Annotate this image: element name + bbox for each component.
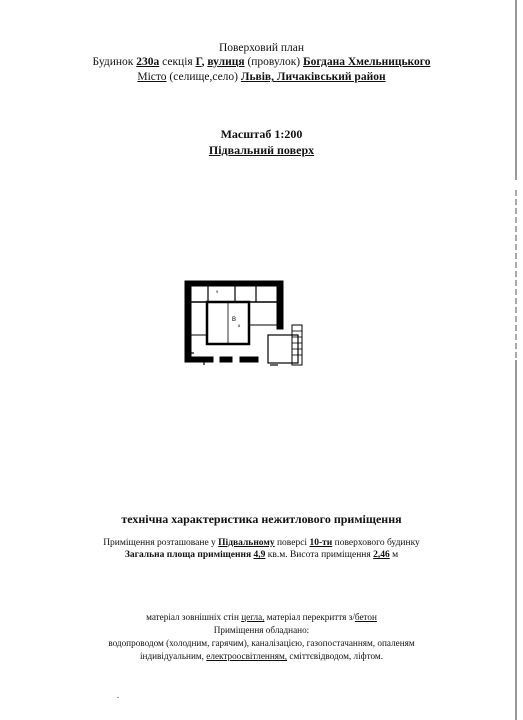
city-word: Місто bbox=[137, 71, 167, 83]
scan-edge-line bbox=[515, 0, 517, 720]
plan-room-label: 8 bbox=[238, 323, 241, 328]
scale-label: Масштаб 1:200 bbox=[220, 127, 303, 141]
location-mid: поверсі bbox=[276, 538, 308, 548]
utilities-suffix: сміттєвідводом, ліфтом. bbox=[289, 651, 383, 661]
tech-title: технічна характеристика нежитлового приміщення bbox=[121, 512, 402, 526]
area-line bbox=[0, 550, 523, 560]
utilities-line-2 bbox=[0, 651, 523, 661]
area-unit: кв.м. bbox=[267, 550, 288, 560]
utilities-electric: електроосвітленням, bbox=[206, 651, 288, 661]
street-word: вулиця bbox=[207, 56, 245, 68]
location-prefix: Приміщення розташоване у bbox=[103, 538, 216, 548]
utilities-prefix: індивідуальним, bbox=[140, 651, 204, 661]
plan-wall-left bbox=[185, 281, 191, 361]
scan-speck bbox=[117, 697, 119, 698]
plan-wall-bottom-left bbox=[185, 357, 213, 362]
section-value: Г bbox=[195, 56, 202, 68]
area-value: 4,9 bbox=[253, 550, 266, 560]
building-prefix: Будинок bbox=[92, 56, 134, 68]
document-title: Поверховий план bbox=[218, 42, 305, 54]
location-suffix: поверхового будинку bbox=[334, 538, 420, 548]
location-storeys: 10-ти bbox=[309, 538, 333, 548]
height-unit: м bbox=[392, 550, 399, 560]
floors-prefix: матеріал перекриття з/ bbox=[266, 612, 355, 622]
area-label: Загальна площа приміщення bbox=[124, 550, 252, 560]
utilities-line: водопроводом (холодним, гарячим), каналізацією, газопостачанням, опаленям bbox=[108, 638, 415, 648]
plan-wall-top bbox=[185, 281, 283, 286]
city-name: Львів, Личаківський район bbox=[240, 71, 386, 83]
street-type: (провулок) bbox=[247, 56, 301, 68]
city-type: (селище,село) bbox=[169, 71, 238, 83]
walls-prefix: матеріал зовнішніх стін bbox=[146, 612, 239, 622]
street-name: Богдана Хмельницького bbox=[303, 56, 431, 68]
plan-wall-bottom-mid bbox=[220, 357, 232, 362]
height-label: Висота приміщення bbox=[289, 550, 371, 560]
plan-wall-right bbox=[277, 281, 283, 329]
plan-room-label: В bbox=[232, 317, 237, 323]
plan-room-label: 9 bbox=[216, 289, 219, 294]
section-label: секція bbox=[162, 56, 193, 68]
location-floor: Підвальному bbox=[218, 538, 275, 548]
height-value: 2,46 bbox=[373, 550, 390, 560]
plan-wall-bottom-right bbox=[240, 357, 258, 362]
walls-value: цегла, bbox=[241, 612, 265, 622]
floors-value: бетон bbox=[354, 612, 377, 622]
floor-label: Підвальний поверх bbox=[208, 143, 315, 157]
location-line bbox=[0, 538, 523, 548]
building-number: 230а bbox=[136, 56, 160, 68]
floor-plan-drawing bbox=[180, 275, 320, 385]
building-line: Будинок 230а секція Г, вулиця (провулок) Богдана Хмельницького bbox=[92, 56, 431, 68]
materials-walls-line bbox=[0, 612, 523, 622]
equipped-label: Приміщення обладнано: bbox=[213, 625, 310, 635]
city-line bbox=[0, 71, 523, 83]
